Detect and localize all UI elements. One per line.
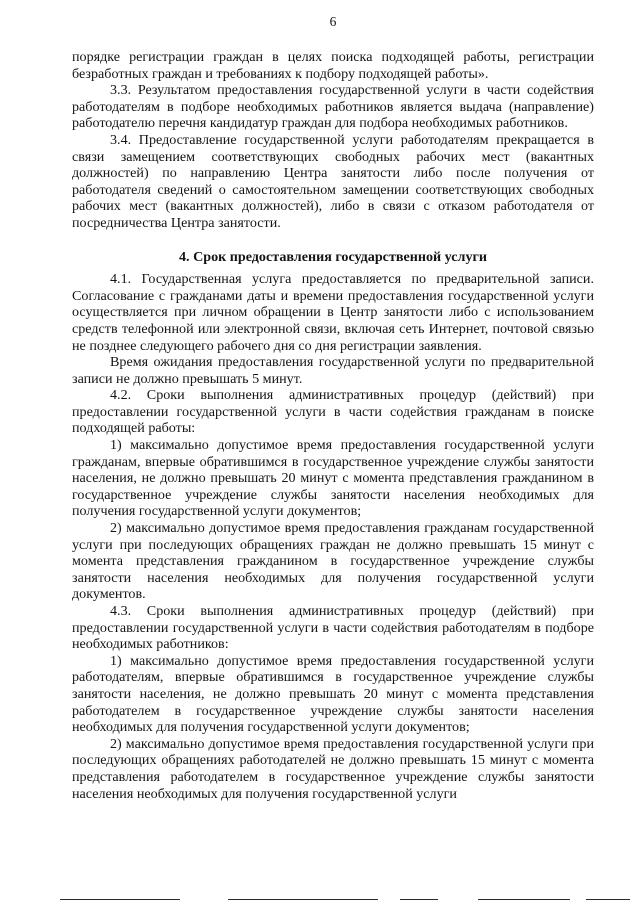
page-number: 6 bbox=[329, 14, 337, 29]
scan-edge-line bbox=[400, 899, 438, 900]
document-body bbox=[72, 49, 594, 802]
paragraph: 2) максимально допустимое время предоставления государственной услуги при последующих обращениях работодателей не должно превышать 15 минут с момента представления работодателем в государственное учреждение службы занятости населения необходимых для получения государственной услуги bbox=[72, 735, 594, 802]
section-heading: 4. Срок предоставления государственной услуги bbox=[178, 248, 488, 265]
paragraph: 4.3. Сроки выполнения административных процедур (действий) при предоставлении государственной услуги в части содействия работодателям в подборе необходимых работников: bbox=[72, 603, 594, 653]
paragraph: 1) максимально допустимое время предоставления государственной услуги работодателям, впервые обратившимся в государственное учреждение службы занятости населения, не должно превышать 20 минут с момента представления работодателем в государственное учреждение службы занятости населения необходимых для получения государственной услуги документов; bbox=[72, 652, 594, 736]
paragraph: порядке регистрации граждан в целях поиска подходящей работы, регистрации безработных граждан и требованиях к подбору подходящей работы». bbox=[72, 49, 594, 82]
paragraph: 3.4. Предоставление государственной услуги работодателям прекращается в связи замещением соответствующих свободных рабочих мест (вакантных должностей) по направлению Центра занятости либо после получения от работодателя сведений о самостоятельном замещении соответствующих свободных рабочих мест (вакантных должностей), либо в связи с отказом работодателя от посредничества Центра занятости. bbox=[72, 131, 594, 231]
scan-edge-line bbox=[478, 899, 570, 900]
paragraph: 1) максимально допустимое время предоставления государственной услуги гражданам, впервые обратившимся в государственное учреждение службы занятости населения, не должно превышать 20 минут с момента представления гражданином в государственное учреждение службы занятости населения необходимых для получения государственной услуги документов; bbox=[72, 437, 594, 520]
scan-edge-line bbox=[228, 899, 378, 900]
scan-edge-line bbox=[60, 899, 180, 900]
paragraph: 4.1. Государственная услуга предоставляется по предварительной записи. Согласование с гражданами даты и времени предоставления государственной услуги осуществляется при личном обращении в Центр занятости либо с использованием средств телефонной или электронной связи, включая сеть Интернет, почтовой связью не позднее следующего рабочего дня со дня регистрации заявления. bbox=[72, 271, 594, 354]
paragraph: 4.2. Сроки выполнения административных процедур (действий) при предоставлении государственной услуги в части содействия гражданам в поиске подходящей работы: bbox=[72, 387, 594, 437]
scan-edge-line bbox=[586, 899, 630, 900]
paragraph: 3.3. Результатом предоставления государственной услуги в части содействия работодателям в подборе необходимых работников является выдача (направление) работодателю перечня кандидатур граждан для подбора необходимых работников. bbox=[72, 82, 594, 132]
paragraph: 2) максимально допустимое время предоставления гражданам государственной услуги при последующих обращениях граждан не должно превышать 15 минут с момента представления гражданином в государственное учреждение службы занятости населения необходимых для получения государственной услуги документов. bbox=[72, 520, 594, 603]
document-page bbox=[72, 14, 594, 802]
paragraph: Время ожидания предоставления государственной услуги по предварительной записи не должно превышать 5 минут. bbox=[72, 354, 594, 387]
